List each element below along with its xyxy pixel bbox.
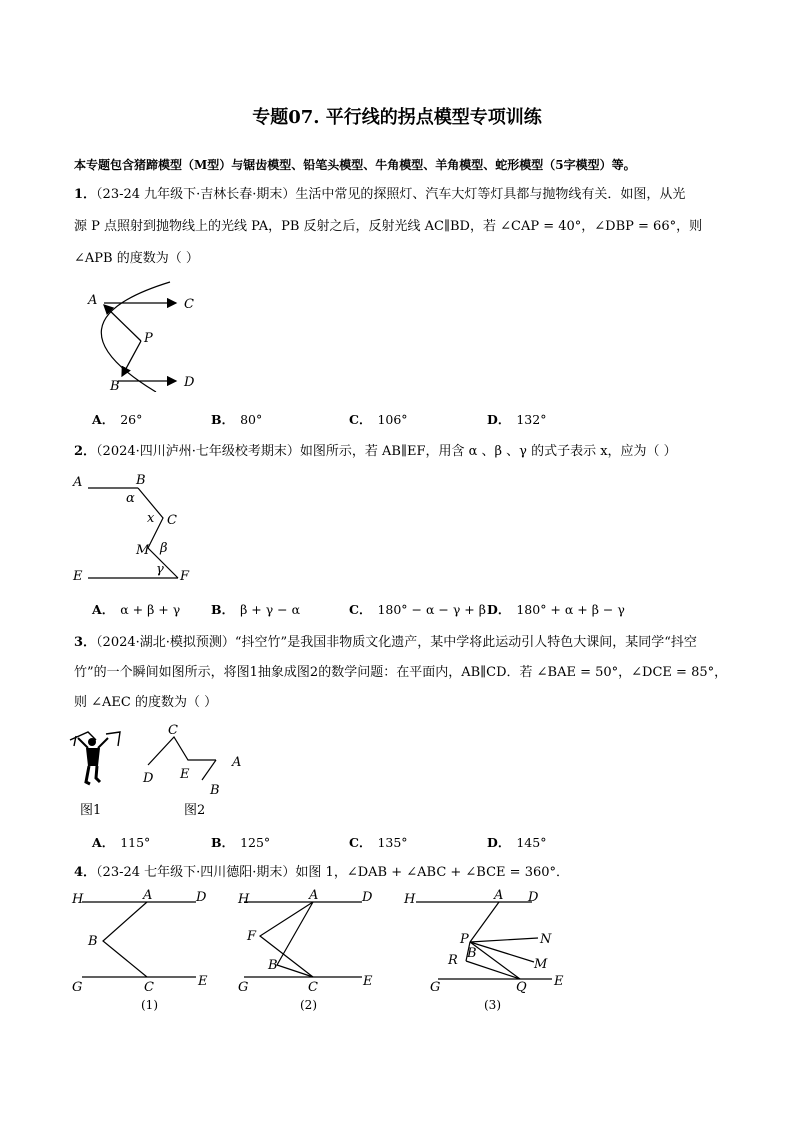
label-d: D bbox=[184, 375, 195, 390]
q4-line1: 4．（23-24 七年级下·四川德阳·期末）如图 1，∠DAB + ∠ABC + ∠BCE = 360°． bbox=[74, 865, 570, 880]
svg-text:E: E bbox=[198, 974, 208, 989]
svg-text:R: R bbox=[448, 953, 458, 968]
label-beta: β bbox=[160, 541, 168, 556]
q3-line2: 竹”的一个瞬间如图所示，将图1抽象成图2的数学问题：在平面内，AB∥CD．若 ∠BAE = 50°，∠DCE = 85°， bbox=[74, 665, 728, 680]
diabolo-player-image bbox=[66, 726, 126, 788]
svg-text:(3): (3) bbox=[484, 998, 501, 1012]
svg-text:C: C bbox=[144, 980, 154, 995]
q1-option-d[interactable]: D． 132° bbox=[487, 412, 547, 427]
svg-text:G: G bbox=[72, 980, 83, 995]
q1-option-a[interactable]: A． 26° bbox=[92, 412, 143, 427]
q1-parabola-figure bbox=[60, 280, 220, 392]
page-title: 专题07. 平行线的拐点模型专项训练 bbox=[252, 107, 542, 128]
q2-option-b[interactable]: B． β + γ − α bbox=[211, 602, 301, 617]
label-a: A bbox=[232, 755, 242, 770]
q2-line1: 2．（2024·四川泸州·七年级校考期末）如图所示，若 AB∥EF，用含 α 、β 、γ 的式子表示 x，应为（ ） bbox=[74, 444, 677, 459]
svg-text:H: H bbox=[238, 892, 250, 907]
svg-text:N: N bbox=[540, 932, 552, 947]
label-a: A bbox=[73, 475, 83, 490]
q4-figure-3 bbox=[402, 885, 577, 1015]
q1-option-b[interactable]: B． 80° bbox=[211, 412, 263, 427]
svg-text:F: F bbox=[247, 929, 257, 944]
svg-text:D: D bbox=[196, 890, 207, 905]
q4-figure-1 bbox=[68, 885, 218, 1015]
parabola-curve bbox=[101, 282, 170, 392]
label-d: D bbox=[143, 771, 154, 786]
q4-figure-2 bbox=[230, 885, 380, 1015]
q2-option-c[interactable]: C． 180° − α − γ + β bbox=[349, 602, 486, 617]
svg-text:E: E bbox=[363, 974, 373, 989]
label-p: P bbox=[144, 331, 153, 346]
label-a: A bbox=[88, 293, 98, 308]
q2-option-a[interactable]: A． α + β + γ bbox=[92, 602, 181, 617]
svg-text:Q: Q bbox=[516, 980, 527, 995]
q3-fig1-caption: 图1 bbox=[80, 803, 102, 818]
q3-line1: 3．（2024·湖北·模拟预测）“抖空竹”是我国非物质文化遗产，某中学将此运动引人特色大课间，某同学“抖空 bbox=[74, 635, 697, 650]
svg-text:(1): (1) bbox=[141, 998, 158, 1012]
label-c: C bbox=[184, 297, 194, 312]
q3-option-b[interactable]: B． 125° bbox=[211, 835, 271, 850]
label-alpha: α bbox=[126, 491, 135, 506]
label-c: C bbox=[168, 723, 178, 738]
svg-text:A: A bbox=[494, 888, 504, 903]
ray-pa bbox=[104, 305, 141, 341]
svg-text:E: E bbox=[554, 974, 564, 989]
label-c: C bbox=[167, 513, 177, 528]
svg-text:A: A bbox=[143, 888, 153, 903]
label-f: F bbox=[180, 569, 190, 584]
label-b: B bbox=[110, 379, 120, 392]
intro-text: 本专题包含猪蹄模型（M型）与锯齿模型、铅笔头模型、牛角模型、羊角模型、蛇形模型（5字模型）等。 bbox=[74, 158, 636, 172]
svg-text:C: C bbox=[308, 980, 318, 995]
ray-pb bbox=[122, 341, 141, 376]
q2-zigzag-figure bbox=[68, 470, 208, 585]
svg-text:G: G bbox=[238, 980, 249, 995]
svg-text:M: M bbox=[534, 957, 548, 972]
svg-text:B: B bbox=[467, 946, 477, 961]
svg-text:B: B bbox=[268, 958, 278, 973]
q1-option-c[interactable]: C． 106° bbox=[349, 412, 408, 427]
q1-line2: 源 P 点照射到抛物线上的光线 PA，PB 反射之后，反射光线 AC∥BD，若 ∠CAP = 40°，∠DBP = 66°，则 bbox=[74, 219, 703, 234]
q3-fig2-caption: 图2 bbox=[184, 803, 206, 818]
q3-option-d[interactable]: D． 145° bbox=[487, 835, 547, 850]
q2-option-d[interactable]: D． 180° + α + β − γ bbox=[487, 602, 625, 617]
q3-option-a[interactable]: A． 115° bbox=[92, 835, 151, 850]
svg-text:A: A bbox=[309, 888, 319, 903]
label-m: M bbox=[136, 543, 150, 558]
q1-line3: ∠APB 的度数为（ ） bbox=[74, 251, 199, 266]
svg-text:(2): (2) bbox=[300, 998, 317, 1012]
svg-text:H: H bbox=[72, 892, 84, 907]
q1-line1: 1．（23-24 九年级下·吉林长春·期末）生活中常见的探照灯、汽车大灯等灯具都与抛物线有关．如图，从光 bbox=[74, 187, 686, 202]
q3-figure-2 bbox=[138, 720, 253, 800]
svg-text:P: P bbox=[460, 932, 469, 947]
svg-text:D: D bbox=[528, 890, 539, 905]
svg-text:H: H bbox=[404, 892, 416, 907]
label-b: B bbox=[210, 783, 220, 798]
svg-text:D: D bbox=[362, 890, 373, 905]
label-gamma: γ bbox=[156, 562, 164, 577]
svg-text:G: G bbox=[430, 980, 441, 995]
label-b: B bbox=[136, 473, 146, 488]
q3-line3: 则 ∠AEC 的度数为（ ） bbox=[74, 695, 218, 710]
label-e: E bbox=[73, 569, 83, 584]
q3-option-c[interactable]: C． 135° bbox=[349, 835, 408, 850]
svg-text:B: B bbox=[88, 934, 98, 949]
label-x: x bbox=[147, 511, 155, 526]
label-e: E bbox=[180, 767, 190, 782]
